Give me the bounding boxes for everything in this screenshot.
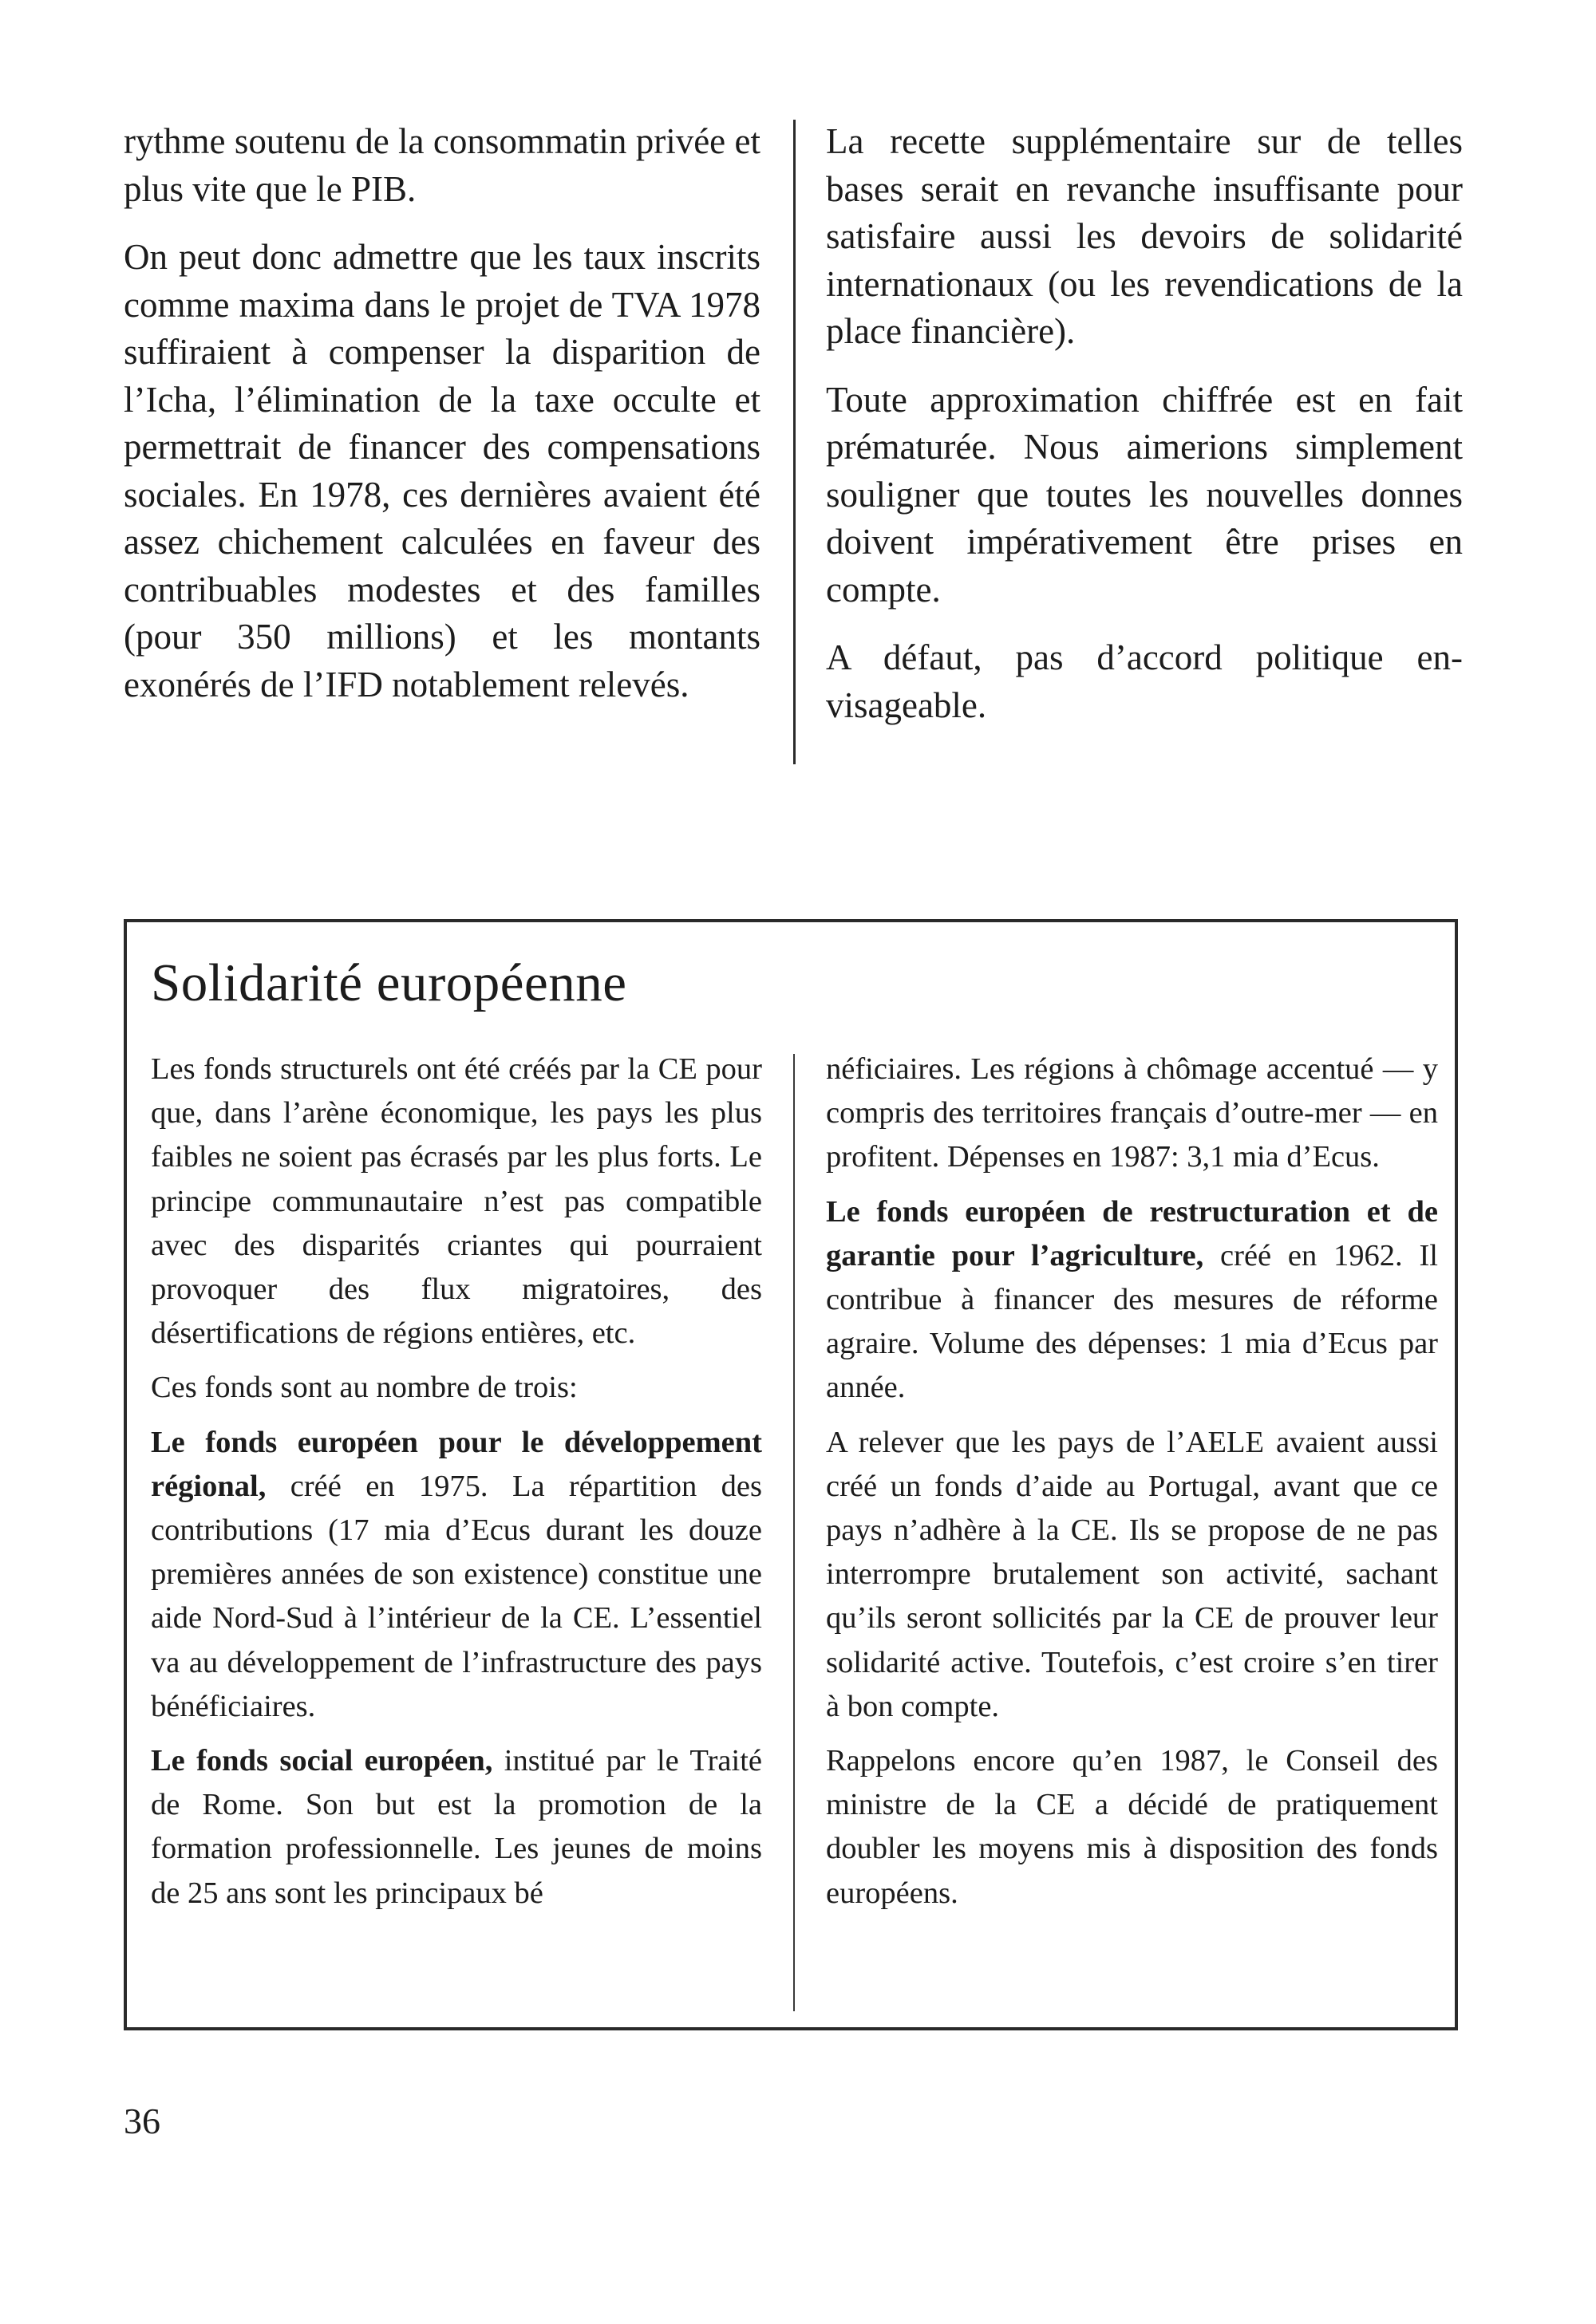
paragraph: rythme soutenu de la consommatin privée et plus vite que le PIB.: [124, 121, 760, 209]
paragraph: A relever que les pays de l’AELE avaient aussi créé un fonds d’aide au Portugal, avant que ce pays n’adhère à la CE. Ils se propose de ne pas interrompre brutalement son activité, sachant qu’ils seront sollicités par la CE de prouver leur solidarité active. Toutefois, c’est croire s’en tirer à bon compte.: [826, 1425, 1438, 1723]
paragraph-text: créé en 1962. Il contribue à financer des mesures de réforme agraire. Volume des dépenses: 1 mia d’Ecus par année.: [826, 1238, 1438, 1405]
box-title: Solidarité européenne: [151, 953, 627, 1012]
paragraph: Ces fonds sont au nombre de trois:: [151, 1371, 578, 1405]
bold-term: Le fonds européen pour le développement régional,: [151, 1425, 762, 1503]
box-column-divider: [793, 1054, 795, 2011]
paragraph-text: institué par le Traité de Rome. Son but est la promotion de la formation professionnelle. Les jeunes de moins de 25 ans sont les principaux bé: [151, 1744, 762, 1910]
column-divider: [793, 120, 796, 764]
bold-term: Le fonds européen de restructuration et de garantie pour l’agriculture,: [826, 1194, 1438, 1272]
paragraph: Les fonds structurels ont été créés par la CE pour que, dans l’arène économique, les pays les plus faibles ne soient pas écrasés par les plus forts. Le principe communautaire n’est pas compatible avec des disparités criantes qui pourraient provoquer des flux migratoires, des désertifications de régions entières, etc.: [151, 1052, 762, 1351]
box-right-column: [826, 1048, 1438, 1926]
paragraph: Toute approximation chiffrée est en fait prématurée. Nous aimerions simplement souligner que toutes les nouvelles donnes doivent impérativement être prises en compte.: [826, 379, 1463, 610]
paragraph: Rappelons encore qu’en 1987, le Conseil des ministre de la CE a décidé de pratiquement doubler les moyens mis à disposition des fonds européens.: [826, 1744, 1438, 1910]
paragraph: [151, 1421, 762, 1729]
paragraph-text: créé en 1975. La répartition des contributions (17 mia d’Ecus durant les douze premières années de son existence) constitue une aide Nord-Sud à l’intérieur de la CE. L’essentiel va au développement de l’infrastructure des pays bénéficiaires.: [151, 1469, 762, 1723]
paragraph: [826, 1190, 1438, 1411]
paragraph: La recette supplémentaire sur de telles bases serait en revanche insuffisante pour satisfaire aussi les devoirs de solidarité internationaux (ou les revendications de la place financière).: [826, 121, 1463, 351]
page-number: 36: [124, 2101, 160, 2141]
paragraph: [151, 1739, 762, 1916]
paragraph: On peut donc admettre que les taux inscrits comme maxima dans le projet de TVA 1978 suffiraient à compenser la disparition de l’Icha, l’élimination de la taxe occulte et permettrait de financer des compensations sociales. En 1978, ces dernières avaient été assez chichement calculées en faveur des contribuables modestes et des familles (pour 350 millions) et les montants exonérés de l’IFD notablement relevés.: [124, 237, 760, 704]
top-left-column: [124, 118, 760, 729]
top-right-column: [826, 118, 1463, 750]
sidebar-box: [124, 919, 1458, 2030]
paragraph: néficiaires. Les régions à chômage accentué — y compris des territoires français d’outre-mer — en profitent. Dépenses en 1987: 3,1 mia d’Ecus.: [826, 1052, 1438, 1174]
box-left-column: [151, 1048, 762, 1926]
paragraph: A défaut, pas d’accord politique envisageable.: [826, 637, 1463, 725]
bold-term: Le fonds social européen,: [151, 1744, 493, 1778]
